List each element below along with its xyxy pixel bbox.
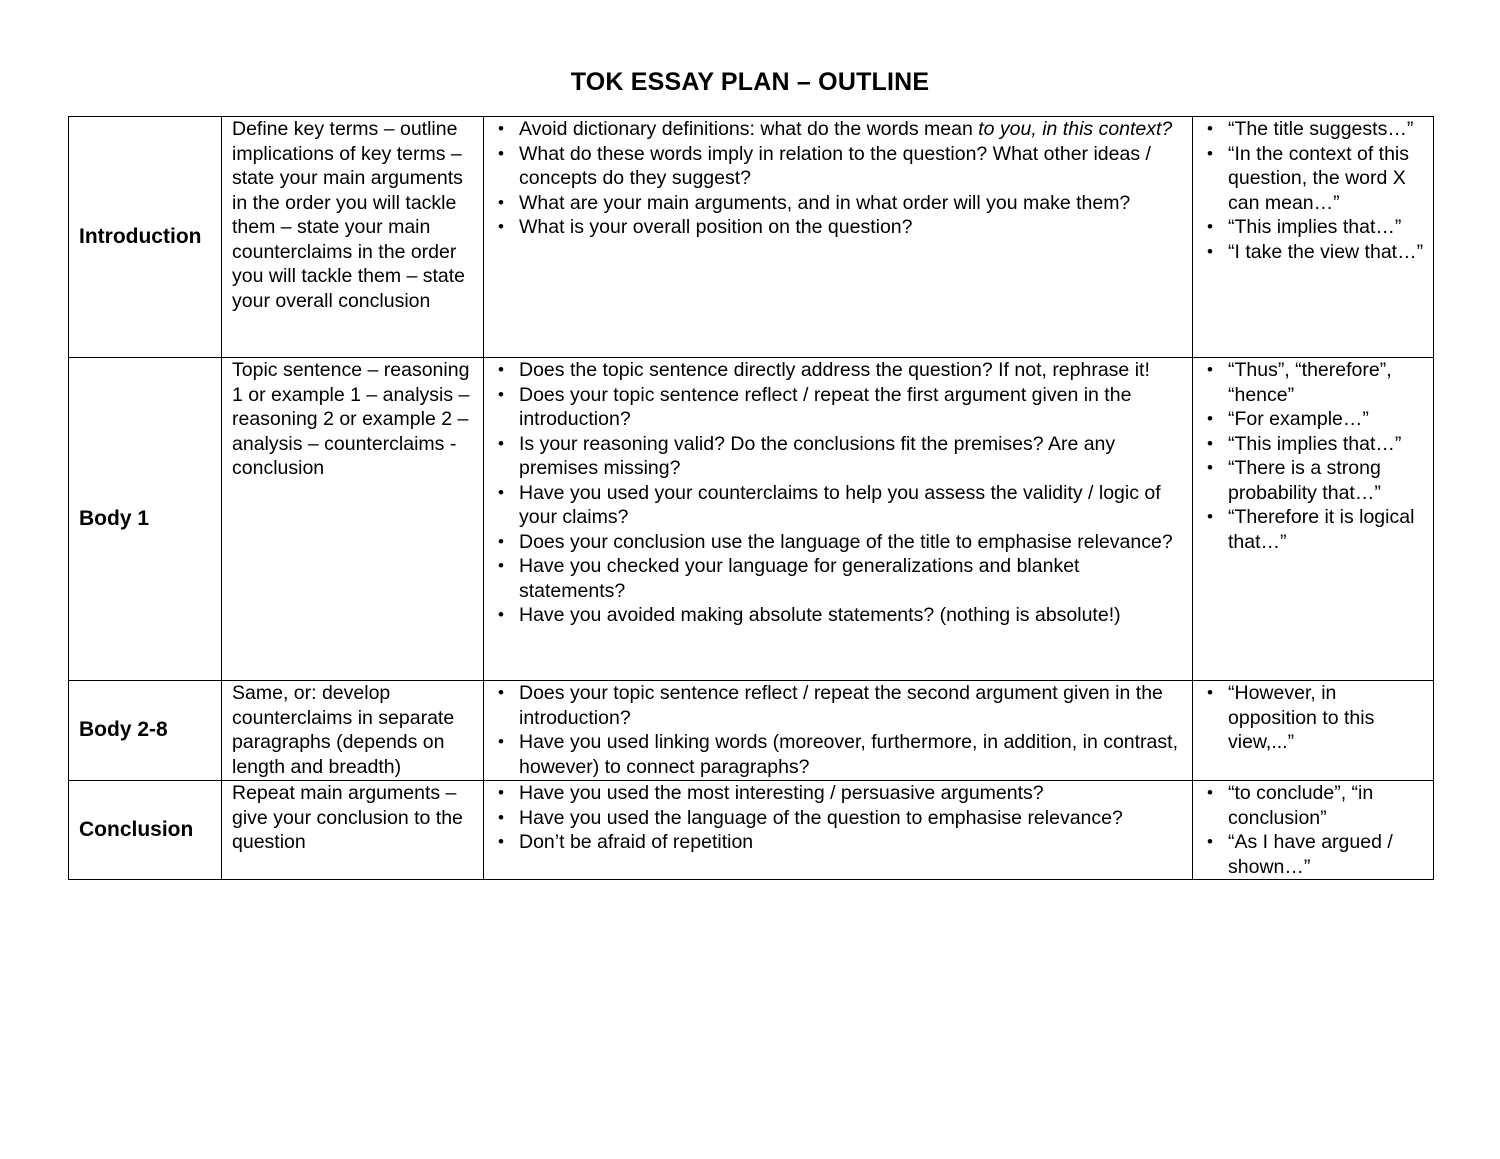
list-item: • “For example…” (1228, 407, 1425, 432)
list-item: • “This implies that…” (1228, 215, 1425, 240)
guiding-questions-cell (484, 681, 1193, 781)
list-item: • Have you avoided making absolute statements? (nothing is absolute!) (519, 603, 1184, 628)
list-item: • Does your conclusion use the language of the title to emphasise relevance? (519, 530, 1184, 555)
list-item: • Does the topic sentence directly address the question? If not, rephrase it! (519, 358, 1184, 383)
list-item: • Have you checked your language for generalizations and blanket statements? (519, 554, 1184, 603)
list-item: • Have you used your counterclaims to help you assess the validity / logic of your claims? (519, 481, 1184, 530)
guiding-questions-list (494, 117, 1184, 240)
table-row-introduction (69, 117, 1434, 358)
section-label: Introduction (69, 117, 222, 358)
essay-plan-table (68, 116, 1434, 880)
guiding-questions-cell (484, 781, 1193, 880)
table-row-conclusion (69, 781, 1434, 880)
section-overview: Repeat main arguments – give your conclusion to the question (222, 781, 484, 880)
list-item: • “I take the view that…” (1228, 240, 1425, 265)
list-item: • “This implies that…” (1228, 432, 1425, 457)
list-item: • Does your topic sentence reflect / repeat the second argument given in the introduction? (519, 681, 1184, 730)
useful-phrases-list (1203, 681, 1425, 755)
guiding-questions-list (494, 681, 1184, 779)
guiding-questions-list (494, 358, 1184, 628)
list-item: • What do these words imply in relation to the question? What other ideas / concepts do they suggest? (519, 142, 1184, 191)
guiding-questions-cell (484, 117, 1193, 358)
useful-phrases-cell (1193, 117, 1434, 358)
page-title: TOK ESSAY PLAN – OUTLINE (570, 68, 930, 96)
list-item: • “Thus”, “therefore”, “hence” (1228, 358, 1425, 407)
useful-phrases-cell (1193, 681, 1434, 781)
guiding-questions-list (494, 781, 1184, 855)
list-item: • “However, in opposition to this view,...” (1228, 681, 1425, 755)
useful-phrases-list (1203, 781, 1425, 879)
list-item: • Does your topic sentence reflect / repeat the first argument given in the introduction? (519, 383, 1184, 432)
section-label: Conclusion (69, 781, 222, 880)
list-item: • Have you used the language of the question to emphasise relevance? (519, 806, 1184, 831)
list-item: • Don’t be afraid of repetition (519, 830, 1184, 855)
list-item: • Is your reasoning valid? Do the conclusions fit the premises? Are any premises missing? (519, 432, 1184, 481)
table-row-body-2-8 (69, 681, 1434, 781)
list-item: • “As I have argued / shown…” (1228, 830, 1425, 879)
list-item: • Have you used the most interesting / persuasive arguments? (519, 781, 1184, 806)
section-overview: Same, or: develop counterclaims in separate paragraphs (depends on length and breadth) (222, 681, 484, 781)
section-label: Body 1 (69, 358, 222, 681)
useful-phrases-list (1203, 358, 1425, 554)
useful-phrases-list (1203, 117, 1425, 264)
guiding-questions-cell (484, 358, 1193, 681)
table-row-body-1 (69, 358, 1434, 681)
section-overview: Define key terms – outline implications of key terms – state your main arguments in the order you will tackle them – state your main counterclaims in the order you will tackle them – state your overall conclusion (222, 117, 484, 358)
list-item: • Avoid dictionary definitions: what do the words mean to you, in this context? (519, 117, 1184, 142)
list-item: • “There is a strong probability that…” (1228, 456, 1425, 505)
list-item: • What are your main arguments, and in what order will you make them? (519, 191, 1184, 216)
list-item: • What is your overall position on the question? (519, 215, 1184, 240)
list-item: • “to conclude”, “in conclusion” (1228, 781, 1425, 830)
list-item: • Have you used linking words (moreover, furthermore, in addition, in contrast, however) to connect paragraphs? (519, 730, 1184, 779)
section-label: Body 2-8 (69, 681, 222, 781)
useful-phrases-cell (1193, 358, 1434, 681)
list-item: • “In the context of this question, the word X can mean…” (1228, 142, 1425, 216)
useful-phrases-cell (1193, 781, 1434, 880)
section-overview: Topic sentence – reasoning 1 or example 1 – analysis – reasoning 2 or example 2 – analysis – counterclaims - conclusion (222, 358, 484, 681)
list-item: • “The title suggests…” (1228, 117, 1425, 142)
list-item: • “Therefore it is logical that…” (1228, 505, 1425, 554)
